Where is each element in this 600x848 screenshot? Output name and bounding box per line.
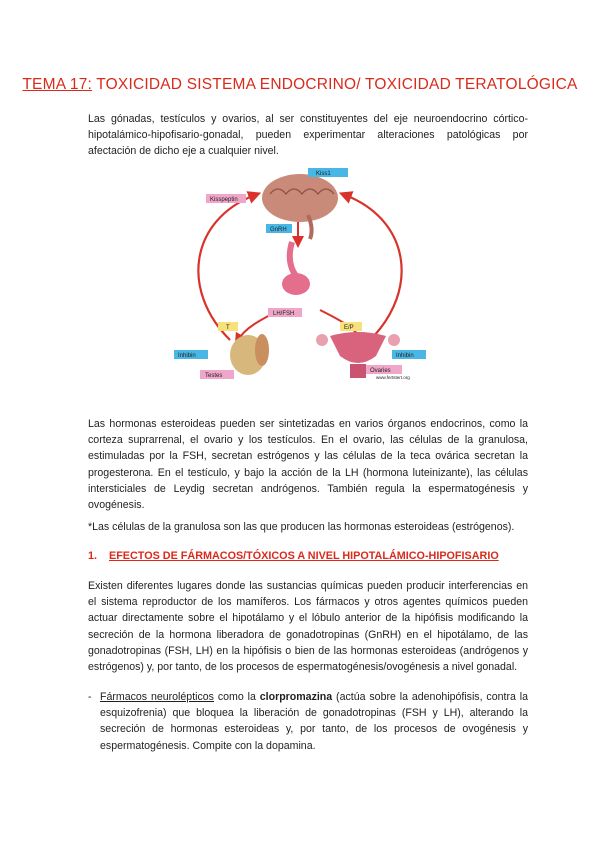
bullet-rest: (actúa sobre la adenohipófisis, contra la esquizofrenia) que bloquea la liberación de gonadotropinas (FSH y LH), alterando la secreción de hormonas esteroideas y, por tanto, de los procesos de ovogénesis y espermatogénesis. Compite con la dopamina. bbox=[100, 691, 528, 752]
steroid-paragraph: Las hormonas esteroideas pueden ser sintetizadas en varios órganos endocrinos, como la corteza suprarrenal, el ovario y los testículos. En el ovario, las células de la granulosa, estimuladas por la FSH, secretan estrógenos y las células de la teca ovárica secretan la progesterona. En el testículo, y bajo la acción de la LH (hormona luteinizante), las células intersticiales de Leydig secretan andrógenos. También regula la espermatogénesis y ovogénesis. bbox=[88, 418, 528, 512]
granulosa-note: *Las células de la granulosa son las que producen las hormonas esteroideas (estrógenos). bbox=[88, 521, 515, 533]
section-1-number: 1. bbox=[88, 550, 98, 562]
title-lead: TEMA 17: bbox=[22, 76, 93, 93]
t-label: T bbox=[226, 325, 230, 331]
gnrh-label: GnRH bbox=[270, 227, 287, 233]
inhibin-right-label: Inhibin bbox=[396, 353, 414, 359]
section-1-heading bbox=[88, 550, 528, 562]
figure-credit: www.fertstert.org bbox=[376, 375, 410, 380]
brain-shape bbox=[262, 174, 338, 222]
cervix bbox=[350, 364, 366, 378]
pituitary-gland bbox=[282, 273, 310, 295]
pituitary-stalk bbox=[290, 242, 296, 276]
hpg-axis-diagram bbox=[170, 160, 430, 380]
bullet-term: Fármacos neurolépticos bbox=[100, 691, 214, 703]
intro-paragraph: Las gónadas, testículos y ovarios, al ser constituyentes del eje neuroendocrino córtico-hipotalámico-hipofisario-gonadal, pueden experimentar alteraciones patológicas por afectación de dicho eje a cualquier nivel. bbox=[88, 113, 528, 158]
bullet-mid: como la bbox=[213, 691, 260, 703]
right-feedback-arc bbox=[345, 195, 402, 340]
section-1-title: EFECTOS DE FÁRMACOS/TÓXICOS A NIVEL HIPOTALÁMICO-HIPOFISARIO bbox=[109, 550, 499, 562]
uterus-shape bbox=[330, 332, 386, 363]
brain-stem bbox=[308, 215, 312, 239]
page-title bbox=[0, 76, 600, 94]
kisspeptin-label: Kisspeptin bbox=[210, 197, 238, 203]
kiss-label: Kiss1 bbox=[316, 171, 331, 177]
left-feedback-arc bbox=[198, 195, 255, 340]
ep-label: E/P bbox=[344, 325, 354, 331]
inhibin-left-label: Inhibin bbox=[178, 353, 196, 359]
ovary-left bbox=[316, 334, 328, 346]
hpg-axis-figure bbox=[170, 160, 430, 380]
interference-paragraph: Existen diferentes lugares donde las sustancias químicas pueden producir interferencias en el sistema reproductor de los mamíferos. Los fármacos y otros agentes químicos pueden actuar directamente sobre el hipotálamo y el lóbulo anterior de la hipófisis modificando la secreción de la hormona liberadora de gonadotropinas (GnRH) en el hipotálamo, de las gonadotropinas (FSH, LH) en la hipófisis o bien de las hormonas esteroideas (andrógenos y estrógenos) y, por tanto, de los procesos de espermatogénesis/ovogénesis a nivel gonadal. bbox=[88, 580, 528, 674]
epididymis bbox=[255, 334, 269, 366]
bullet-neurolepticos bbox=[88, 689, 528, 754]
ovaries-label: Ovaries bbox=[370, 368, 391, 374]
bullet-drug: clorpromazina bbox=[259, 691, 333, 703]
bullet-body bbox=[100, 689, 528, 754]
testes-label: Testes bbox=[205, 373, 223, 379]
ovary-right bbox=[388, 334, 400, 346]
lhfsh-label: LH/FSH bbox=[273, 311, 295, 317]
title-rest: TOXICIDAD SISTEMA ENDOCRINO/ TOXICIDAD TERATOLÓGICA bbox=[92, 76, 578, 93]
bullet-dash: - bbox=[88, 691, 92, 703]
